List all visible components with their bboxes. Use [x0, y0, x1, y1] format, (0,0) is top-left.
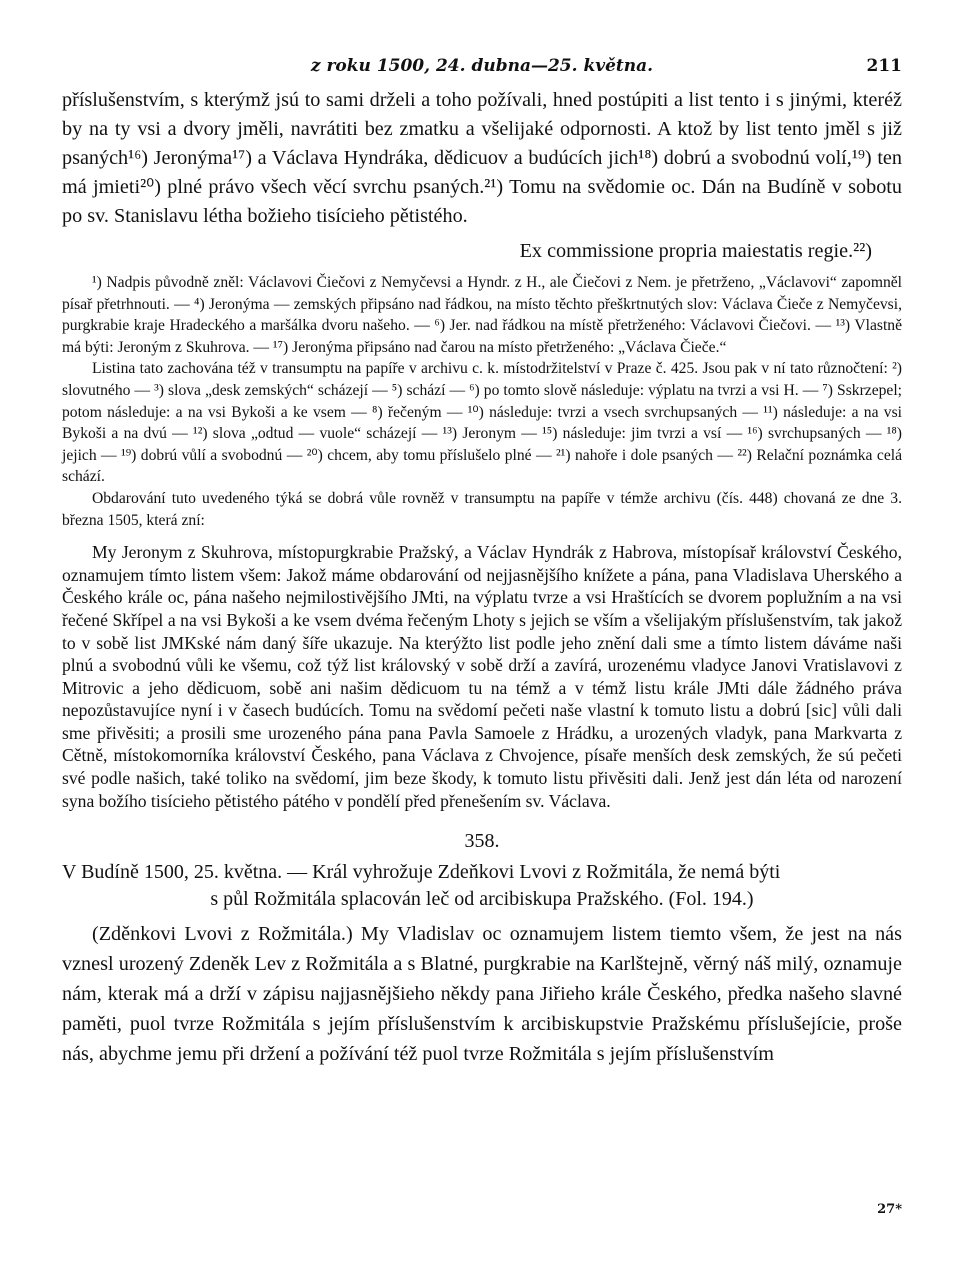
main-text: příslušenstvím, s kterýmž jsú to sami drželi a toho požívali, hned postúpiti a list tento i s jinými, kteréž by na ty vsi a dvory jměli, navrátiti bez zmatku a všelijaké odpornosti. A ktož by list tento jměl s již psaných¹⁶) Jeronýma¹⁷) a Václava Hyndráka, dědicuov a budúcích jich¹⁸) dobrú a svobodnú volí,¹⁹) ten má jmieti²⁰) plné právo všech věcí svrchu psaných.²¹) Tomu na svědomie oc. Dán na Budíně v sobotu po sv. Stanislavu létha božieho tisícieho pětistého. — [62, 89, 902, 227]
page — [62, 52, 902, 1217]
summary-line-2: s půl Rožmitála splacován leč od arcibiskupa Pražského. (Fol. 194.) — [210, 888, 754, 911]
summary-line-1: V Budíně 1500, 25. května. — Král vyhrožuje Zdeňkovi Lvovi z Rožmitála, že nemá býti — [62, 861, 781, 884]
running-title: z roku 1500, 24. dubna—25. května. — [310, 56, 654, 76]
footnotes — [62, 272, 902, 531]
document-number: 358. — [464, 830, 500, 853]
footnote-paragraph: Obdarování tuto uvedeného týká se dobrá vůle rovněž v transumptu na papíře v témže archivu (čís. 448) chovaná ze dne 3. března 1505, která zní: — [62, 489, 902, 529]
commission-line: Ex commissione propria maiestatis regie.²²) — [519, 240, 872, 262]
transumpt-text: My Jeronym z Skuhrova, místopurgkrabie Pražský, a Václav Hyndrák z Habrova, místopísař království Českého, oznamujem tímto listem všem: Jakož máme obdarování od nejjasnějšího knížete a pána, pana Vladislava Uherského a Českého krále oc, pána našeho nejmilostivějšího JMti, na výplatu tvrze a vsi Hraštících se dvorem poplužním a na vsi řečené Skřípel a na vsi Bykoši a ke vsem dvéma řečeným Lhoty s jejich se vším a všelijakým příslušenstvím, tak jakož to v sobě list JMKské nám daný šíře ukazuje. Na kterýžto list podle jeho znění dali sme a tímto listem dáváme naši plnú a svobodnú vůli ke všemu, což týž list královský v sobě drží a zavírá, urozenému vladyce Janovi Vratislavovi z Mitrovic a jeho dědicuom, sobě ani našim dědicuom tu na témž a v témž listu krále JMti dále žádného práva nepozůstavujíce nyní i v časech budúcích. Tomu na svědomí pečeti naše vlastní k tomuto listu a dobrú [sic] vůli dali sme přivěsiti; a prosili sme urozeného pána pana Pavla Samoele z Hrádku, a urozených vladyk, pana Markvarta z Cětně, místokomorníka království Českého, pana Václava z Chvojence, písaře menších desk zemských, že sú pečeti své podle našich, také toliko na svědomí, jim beze škody, k tomuto listu přivěsiti dali. Jenž jest dán léta od narození syna božího tisícieho pětistého pátého v pondělí před přenešením sv. Václava. — [62, 542, 902, 811]
document-body: (Zděnkovi Lvovi z Rožmitála.) My Vladislav oc oznamujem listem tiemto všem, že jest na nás vznesl urozený Zdeněk Lev z Rožmitála a s Blatné, purgkrabie na Karlštejně, věrný náš milý, oznamuje nám, kterak má a drží v zápisu najjasnějšieho někdy pana Jiřieho krále Českého, předka našeho slavné paměti, puol tvrze Rožmitála s jejím příslušenstvím k arcibiskupstvie Pražskému příslušejície, proše nás, abychme jemu při držení a požívání též puol tvrze Rožmitála s jejím příslušenstvím — [62, 923, 902, 1066]
footnote-paragraph: Listina tato zachována též v transumptu na papíře v archivu c. k. místodržitelství v Praze č. 425. Jsou pak v ní tato různočtení: ²) slovutného — ³) slova „desk zemských“ scházejí — ⁵) schází — ⁶) po tomto slově následuje: výplatu na tvrzi a vsi H. — ⁷) Sskrzepel; potom následuje: a na vsi Bykoši a ke vsem — ⁸) řečeným — ¹⁰) následuje: tvrzi a vsech svrchupsaných — ¹¹) následuje: a na vsi Bykoši a na dvú — ¹²) slova „odtud — vuole“ scházejí — ¹³) Jeronym — ¹⁵) následuje: jim tvrzi a vsí — ¹⁶) svrchupsaných — ¹⁸) jejich — ¹⁹) dobrú vůlí a svobodnú — ²⁰) chcem, aby tomu příslušelo plné — ²¹) nahoře i dole psaných — ²²) Relační poznámka celá schází. — [62, 360, 902, 486]
page-header — [62, 52, 902, 86]
signature-mark: 27* — [877, 1202, 902, 1217]
footnote-paragraph: ¹) Nadpis původně zněl: Václavovi Čiečovi z Nemyčevsi a Hyndr. z H., ale Čiečovi z Nem. je přetrženo, „Václavovi“ zapomněl písař přetrhnouti. — ⁴) Jeronýma — zemských připsáno nad řádkou, na místo těchto přeškrtnutých slov: Václava Čieče z Nemyčevsi, purgkrabie kraje Hradeckého a maršálka dvoru našeho. — ⁶) Jer. nad řádkou na místě přetrženého: Václavovi Čiečovi. — ¹³) Vlastně má býti: Jeroným z Skuhrova. — ¹⁷) Jeronýma připsáno nad čarou na místo přetrženého: „Václava Čieče.“ — [62, 274, 902, 356]
document-summary — [62, 859, 902, 913]
page-number: 211 — [866, 56, 902, 76]
